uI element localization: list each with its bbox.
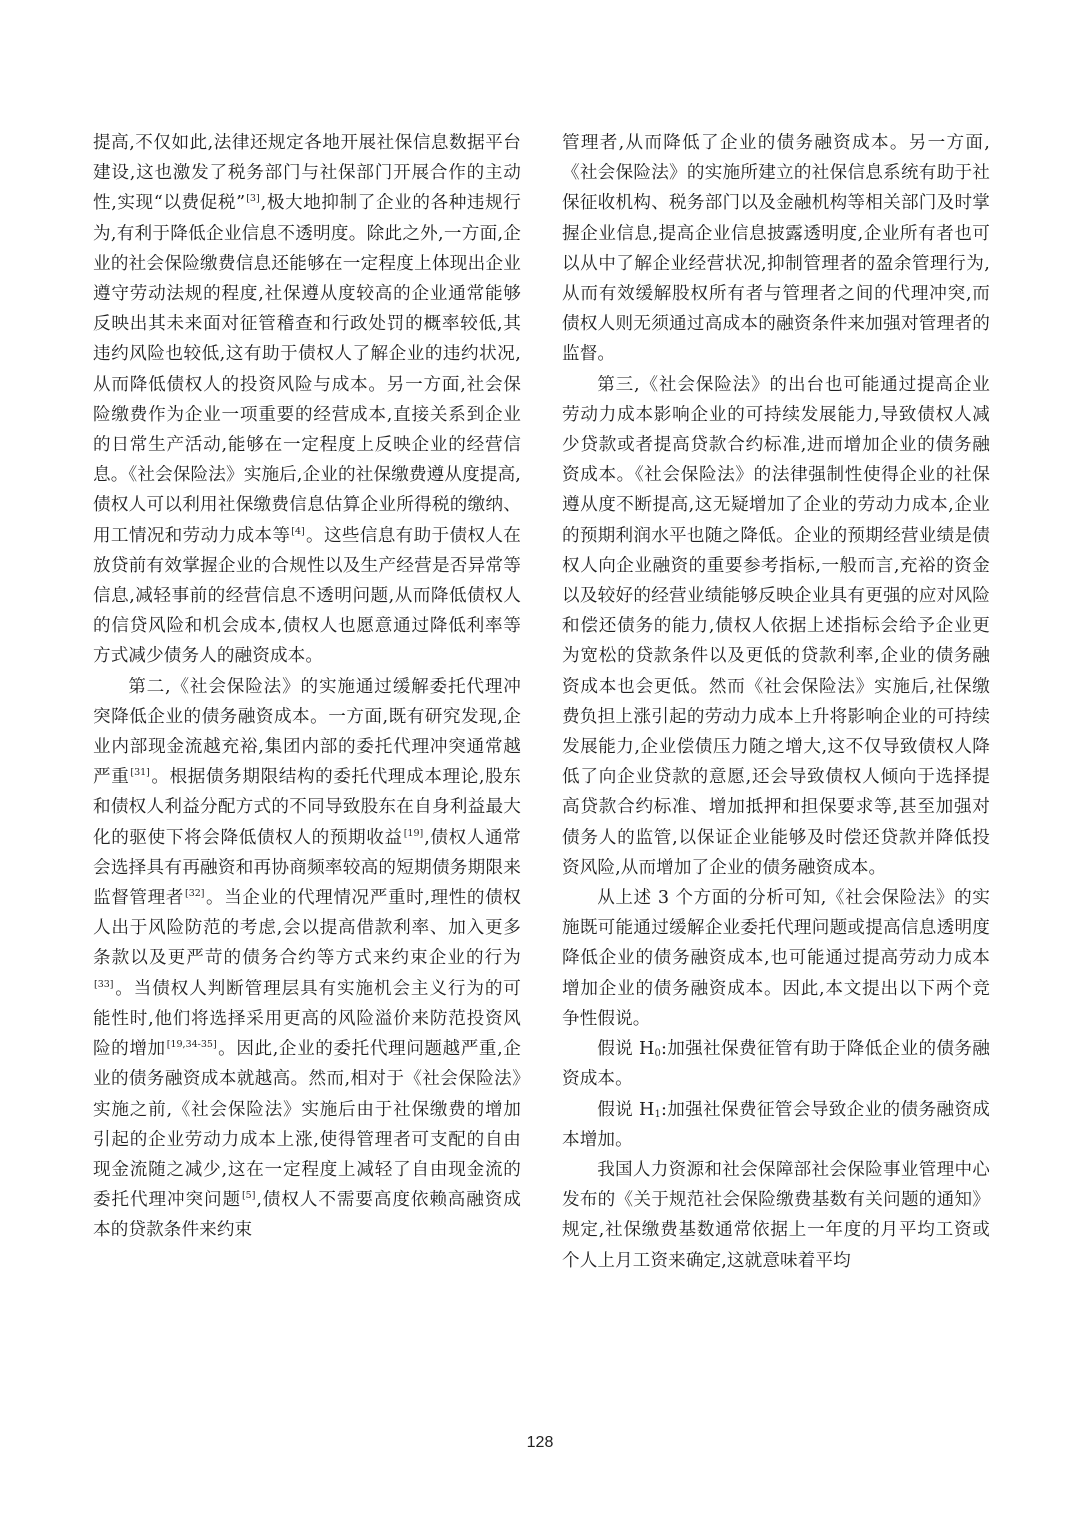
paragraph-text: 我国人力资源和社会保障部社会保险事业管理中心发布的《关于规范社会保险缴费基数有关问题的通知》规定,社保缴费基数通常依据上一年度的月平均工资或个人上月工资来确定,这就意味着平均 xyxy=(562,1159,990,1271)
citation-ref: [31] xyxy=(130,767,150,779)
paragraph-text: 。因此,企业的委托代理问题越严重,企业的债务融资成本就越高。然而,相对于《社会保险法》实施之前,《社会保险法》实施后由于社保缴费的增加引起的企业劳动力成本上涨,使得管理者可支配的自由现金流随之减少,这在一定程度上减轻了自由现金流的委托代理冲突问题 xyxy=(93,1039,521,1211)
page-number: 128 xyxy=(526,1434,554,1451)
paragraph xyxy=(562,1095,990,1155)
paragraph-text: 从上述 3 个方面的分析可知,《社会保险法》的实施既可能通过缓解企业委托代理问题或提高信息透明度降低企业的债务融资成本,也可能通过提高劳动力成本增加企业的债务融资成本。因此,本文提出以下两个竞争性假说。 xyxy=(562,888,990,1029)
left-column xyxy=(93,128,521,1246)
paragraph xyxy=(562,370,990,883)
citation-ref: [4] xyxy=(291,525,305,537)
citation-ref: [19,34-35] xyxy=(166,1039,217,1051)
paragraph-text: :加强社保费征管有助于降低企业的债务融资成本。 xyxy=(562,1039,990,1090)
hypothesis-subscript: 1 xyxy=(654,1108,661,1120)
paragraph xyxy=(562,128,990,370)
citation-ref: [5] xyxy=(241,1190,256,1202)
paragraph-text: 提高,不仅如此,法律还规定各地开展社保信息数据平台建设,这也激发了税务部门与社保部门开展合作的主动性,实现“以费促税” xyxy=(93,133,521,214)
paragraph-text: 管理者,从而降低了企业的债务融资成本。另一方面,《社会保险法》的实施所建立的社保信息系统有助于社保征收机构、税务部门以及金融机构等相关部门及时掌握企业信息,提高企业信息披露透明度,企业所有者也可以从中了解企业经营状况,抑制管理者的盈余管理行为,从而有效缓解股权所有者与管理者之间的代理冲突,而债权人则无须通过高成本的融资条件来加强对管理者的监督。 xyxy=(562,133,990,365)
paragraph xyxy=(562,883,990,1034)
paragraph-text: 假说 H xyxy=(597,1039,655,1060)
paragraph-text: 。当企业的代理情况严重时,理性的债权人出于风险防范的考虑,会以提高借款利率、加入更多条款以及更严苛的债务合约等方式来约束企业的行为 xyxy=(93,888,521,969)
paragraph-text: 。当债权人判断管理层具有实施机会主义行为的可能性时,他们将选择采用更高的风险溢价来防范投资风险的增加 xyxy=(93,978,521,1060)
paragraph-text: ,债权人不需要高度依赖高融资成本的贷款条件来约束 xyxy=(93,1190,521,1241)
paragraph-text: 。这些信息有助于债权人在放贷前有效掌握企业的合规性以及生产经营是否异常等信息,减轻事前的经营信息不透明问题,从而降低债权人的信贷风险和机会成本,债权人也愿意通过降低利率等方式减少债务人的融资成本。 xyxy=(93,525,521,667)
paragraph-text: ,债权人通常会选择具有再融资和再协商频率较高的短期债务期限来监督管理者 xyxy=(93,827,521,909)
paragraph xyxy=(562,1155,990,1276)
citation-ref: [32] xyxy=(184,888,205,900)
right-column xyxy=(562,128,990,1276)
paragraph-text: ,极大地抑制了企业的各种违规行为,有利于降低企业信息不透明度。除此之外,一方面,企业的社会保险缴费信息还能够在一定程度上体现出企业遵守劳动法规的程度,社保遵从度较高的企业通常能够反映出其未来面对征管稽查和行政处罚的概率较低,其违约风险也较低,这有助于债权人了解企业的违约状况,从而降低债权人的投资风险与成本。另一方面,社会保险缴费作为企业一项重要的经营成本,直接关系到企业的日常生产活动,能够在一定程度上反映企业的经营信息。《社会保险法》实施后,企业的社保缴费遵从度提高,债权人可以利用社保缴费信息估算企业所得税的缴纳、用工情况和劳动力成本等 xyxy=(93,193,521,546)
paragraph xyxy=(562,1034,990,1094)
paragraph-text: 假说 H xyxy=(597,1099,655,1120)
citation-ref: [33] xyxy=(94,978,114,990)
hypothesis-subscript: 0 xyxy=(654,1048,661,1060)
paragraph-text: 第三,《社会保险法》的出台也可能通过提高企业劳动力成本影响企业的可持续发展能力,导致债权人减少贷款或者提高贷款合约标准,进而增加企业的债务融资成本。《社会保险法》的法律强制性使得企业的社保遵从度不断提高,这无疑增加了企业的劳动力成本,企业的预期利润水平也随之降低。企业的预期经营业绩是债权人向企业融资的重要参考指标,一般而言,充裕的资金以及较好的经营业绩能够反映企业具有更强的应对风险和偿还债务的能力,债权人依据上述指标会给予企业更为宽松的贷款条件以及更低的贷款利率,企业的债务融资成本也会更低。然而《社会保险法》实施后,社保缴费负担上涨引起的劳动力成本上升将影响企业的可持续发展能力,企业偿债压力随之增大,这不仅导致债权人降低了向企业贷款的意愿,还会导致债权人倾向于选择提高贷款合约标准、增加抵押和担保要求等,甚至加强对债务人的监管,以保证企业能够及时偿还贷款并降低投资风险,从而增加了企业的债务融资成本。 xyxy=(562,374,990,878)
paragraph xyxy=(93,128,521,672)
paragraph-text: 第二,《社会保险法》的实施通过缓解委托代理冲突降低企业的债务融资成本。一方面,既有研究发现,企业内部现金流越充裕,集团内部的委托代理冲突通常越严重 xyxy=(93,676,521,788)
paragraph-text: 。根据债务期限结构的委托代理成本理论,股东和债权人利益分配方式的不同导致股东在自身利益最大化的驱使下将会降低债权人的预期收益 xyxy=(93,767,521,848)
citation-ref: [19] xyxy=(403,827,424,839)
paragraph xyxy=(93,672,521,1246)
paragraph-text: :加强社保费征管会导致企业的债务融资成本增加。 xyxy=(562,1099,990,1150)
citation-ref: [3] xyxy=(246,193,260,205)
